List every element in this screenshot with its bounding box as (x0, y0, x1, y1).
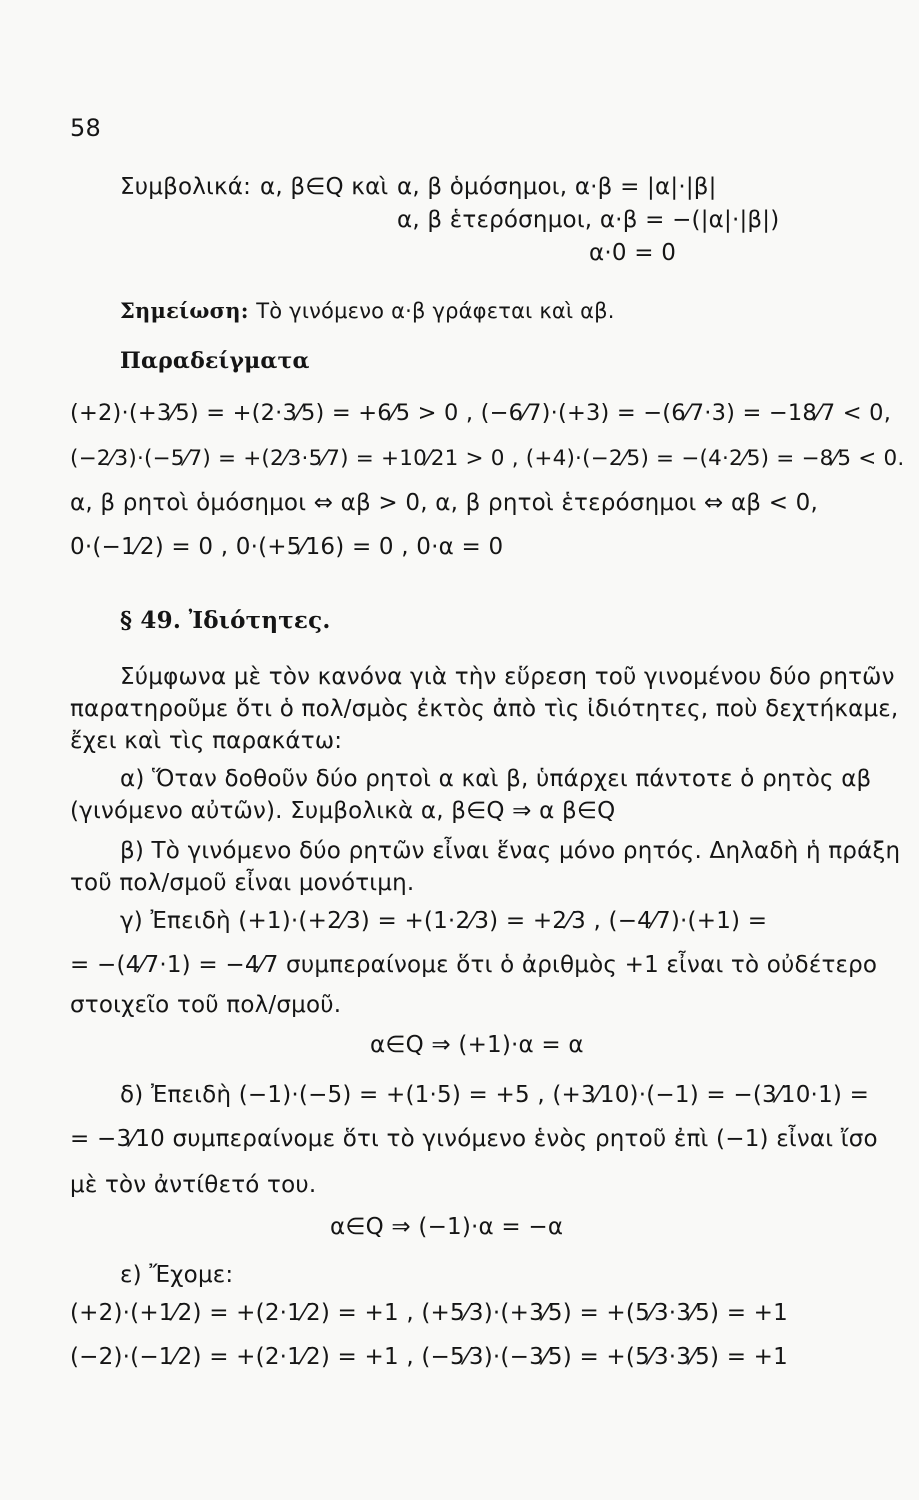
property-c-rule: α∈Q ⇒ (+1)·α = α (370, 1032, 584, 1058)
section-number: § 49. (120, 607, 182, 634)
example-line-3: α, β ρητοὶ ὁμόσημοι ⇔ αβ > 0, α, β ρητοὶ ἑτερόσημοι ⇔ αβ < 0, (70, 490, 819, 516)
property-e-line-2: (+2)·(+1⁄2) = +(2·1⁄2) = +1 , (+5⁄3)·(+3⁄5) = +(5⁄3·3⁄5) = +1 (70, 1300, 788, 1326)
page-number: 58 (70, 114, 101, 142)
symbolic-rule-zero: α·0 = 0 (589, 240, 677, 266)
intro-line-3: ἔχει καὶ τὶς παρακάτω: (70, 728, 343, 754)
property-e-line-3: (−2)·(−1⁄2) = +(2·1⁄2) = +1 , (−5⁄3)·(−3⁄5) = +(5⁄3·3⁄5) = +1 (70, 1344, 788, 1370)
symbolic-rule-same-sign: α, β ὁμόσημοι, α·β = |α|·|β| (397, 174, 717, 200)
intro-line-1: Σύμφωνα μὲ τὸν κανόνα γιὰ τὴν εὕρεση τοῦ γινομένου δύο ρητῶν (120, 664, 895, 690)
symbolic-label: Συμβολικά: (120, 174, 252, 200)
examples-heading: Παραδείγματα (120, 348, 310, 374)
symbolic-rule-opposite-sign: α, β ἑτερόσημοι, α·β = −(|α|·|β|) (397, 207, 780, 233)
property-b-line-2: τοῦ πολ/σμοῦ εἶναι μονότιμη. (70, 870, 415, 896)
note-label: Σημείωση: (120, 298, 249, 323)
property-a-line-1: α) Ὅταν δοθοῦν δύο ρητοὶ α καὶ β, ὑπάρχει πάντοτε ὁ ρητὸς αβ (120, 766, 872, 792)
intro-line-2: παρατηροῦμε ὅτι ὁ πολ/σμὸς ἐκτὸς ἀπὸ τὶς ἰδιότητες, ποὺ δεχτήκαμε, (70, 696, 899, 722)
example-line-2: (−2⁄3)·(−5⁄7) = +(2⁄3·5⁄7) = +10⁄21 > 0 , (+4)·(−2⁄5) = −(4·2⁄5) = −8⁄5 < 0. (70, 446, 905, 471)
section-heading (120, 606, 331, 636)
property-b-line-1: β) Τὸ γινόμενο δύο ρητῶν εἶναι ἕνας μόνο ρητός. Δηλαδὴ ἡ πράξη (120, 838, 901, 864)
example-line-1: (+2)·(+3⁄5) = +(2·3⁄5) = +6⁄5 > 0 , (−6⁄7)·(+3) = −(6⁄7·3) = −18⁄7 < 0, (70, 400, 892, 426)
property-e-line-1: ε) Ἔχομε: (120, 1262, 234, 1288)
example-line-4: 0·(−1⁄2) = 0 , 0·(+5⁄16) = 0 , 0·α = 0 (70, 534, 504, 560)
property-d-line-1: δ) Ἐπειδὴ (−1)·(−5) = +(1·5) = +5 , (+3⁄10)·(−1) = −(3⁄10·1) = (120, 1082, 870, 1108)
note-text: Τὸ γινόμενο α·β γράφεται καὶ αβ. (256, 299, 615, 323)
property-c-line-2: = −(4⁄7·1) = −4⁄7 συμπεραίνομε ὅτι ὁ ἀριθμὸς +1 εἶναι τὸ οὐδέτερο (70, 952, 878, 978)
property-a-line-2: (γινόμενο αὐτῶν). Συμβολικὰ α, β∈Q ⇒ α β∈Q (70, 798, 616, 824)
note-row (120, 296, 615, 326)
property-d-line-2: = −3⁄10 συμπεραίνομε ὅτι τὸ γινόμενο ἑνὸς ρητοῦ ἐπὶ (−1) εἶναι ἴσο (70, 1126, 878, 1152)
property-c-line-3: στοιχεῖο τοῦ πολ/σμοῦ. (70, 992, 342, 1018)
property-d-line-3: μὲ τὸν ἀντίθετό του. (70, 1172, 317, 1198)
section-title: Ἰδιότητες. (188, 607, 331, 634)
symbolic-condition: α, β∈Q καὶ (260, 174, 389, 200)
property-c-line-1: γ) Ἐπειδὴ (+1)·(+2⁄3) = +(1·2⁄3) = +2⁄3 , (−4⁄7)·(+1) = (120, 908, 768, 934)
property-d-rule: α∈Q ⇒ (−1)·α = −α (330, 1214, 564, 1240)
